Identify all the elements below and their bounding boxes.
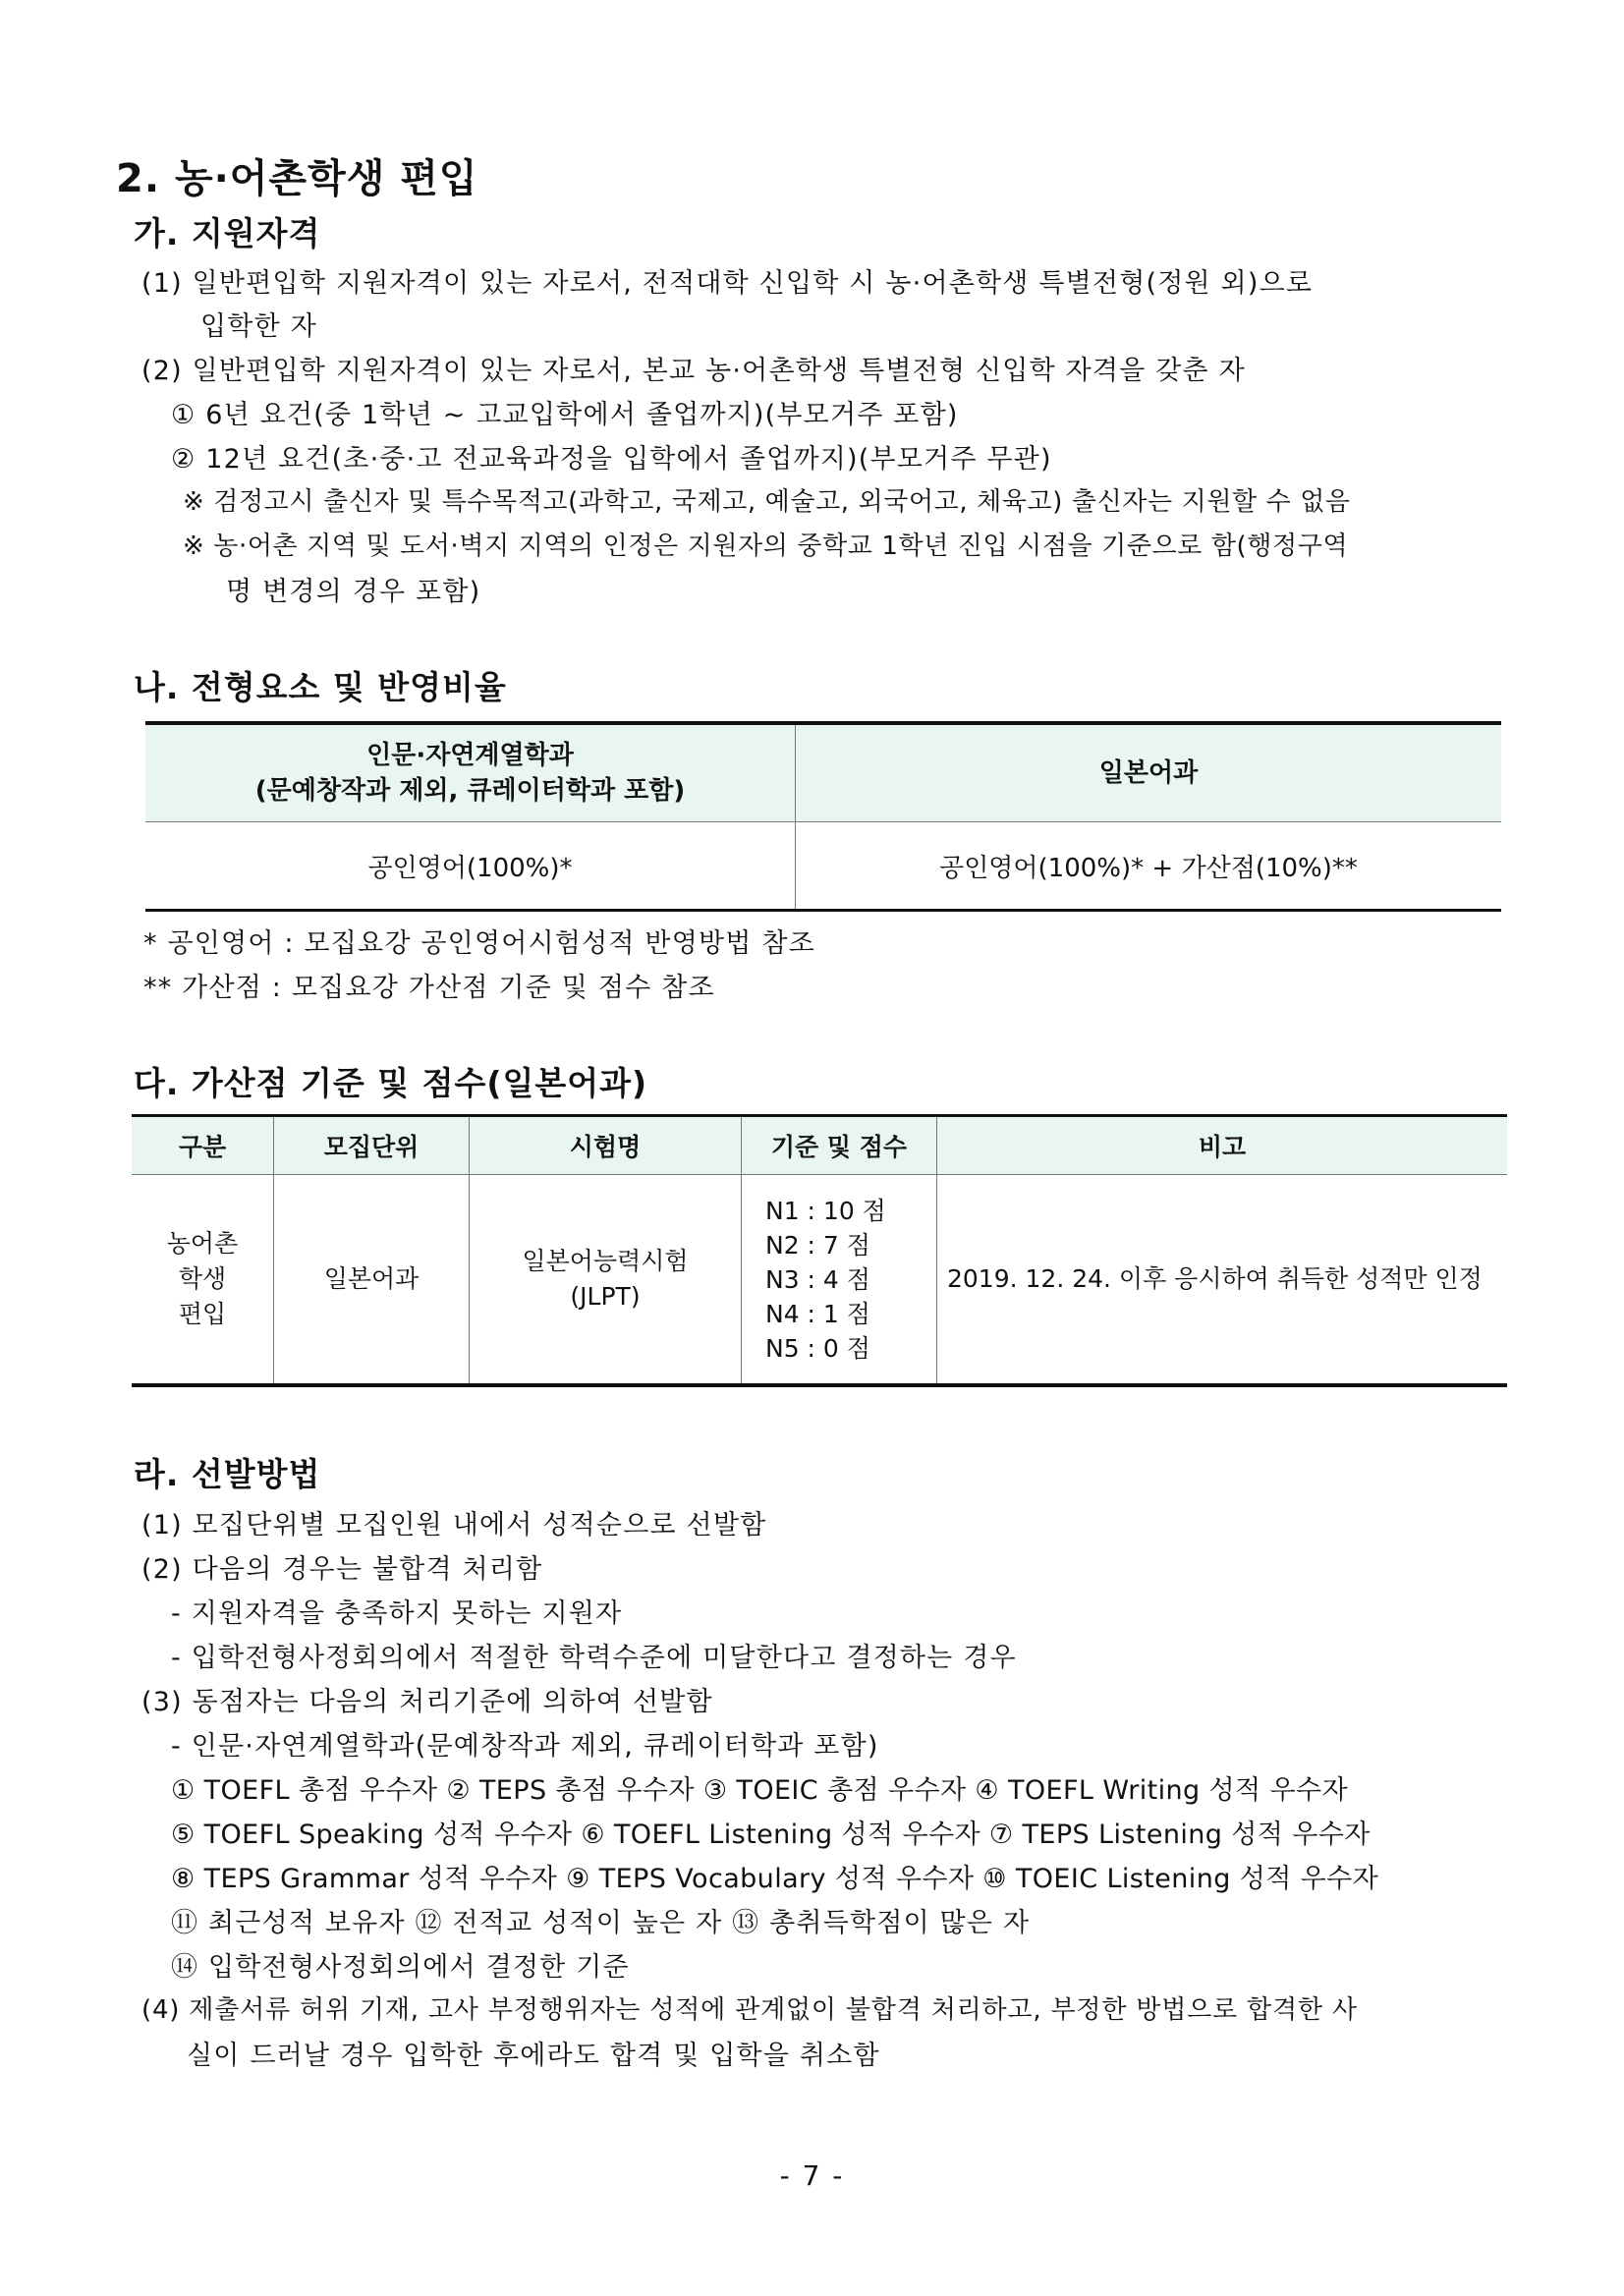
ga-line-4: ① 6년 요건(중 1학년 ~ 고교입학에서 졸업까지)(부모거주 포함) xyxy=(171,400,959,430)
cell-category xyxy=(132,1175,274,1386)
na-note-1: * 공인영어 : 모집요강 공인영어시험성적 반영방법 참조 xyxy=(143,928,815,959)
category-line-3: 편입 xyxy=(178,1300,227,1329)
col-header-scores: 기준 및 점수 xyxy=(742,1116,937,1175)
table-header-humanities xyxy=(145,723,796,822)
exam-abbr: (JLPT) xyxy=(570,1282,641,1311)
ga-line-3: (2) 일반편입학 지원자격이 있는 자로서, 본교 농·어촌학생 특별전형 신입학 자격을 갖춘 자 xyxy=(141,356,1246,386)
cell-note: 2019. 12. 24. 이후 응시하여 취득한 성적만 인정 xyxy=(937,1175,1508,1386)
category-line-1: 농어촌 xyxy=(166,1228,239,1258)
heading-da: 다. 가산점 기준 및 점수(일본어과) xyxy=(134,1064,648,1102)
table-cell-humanities-value: 공인영어(100%)* xyxy=(145,822,796,911)
page-number: - 7 - xyxy=(779,2159,845,2192)
selection-ratio-table xyxy=(145,721,1501,912)
ga-line-5: ② 12년 요건(초·중·고 전교육과정을 입학에서 졸업까지)(부모거주 무관) xyxy=(171,444,1052,475)
cell-scores xyxy=(742,1175,937,1386)
ra-line-2: (2) 다음의 경우는 불합격 처리함 xyxy=(141,1554,543,1585)
cell-exam xyxy=(470,1175,742,1386)
ra-line-9: ⑧ TEPS Grammar 성적 우수자 ⑨ TEPS Vocabulary 성적 우수자 ⑩ TOEIC Listening 성적 우수자 xyxy=(171,1864,1379,1894)
ra-line-5: (3) 동점자는 다음의 처리기준에 의하여 선발함 xyxy=(141,1687,713,1717)
ra-line-6: - 인문·자연계열학과(문예창작과 제외, 큐레이터학과 포함) xyxy=(171,1731,879,1762)
na-note-2: ** 가산점 : 모집요강 가산점 기준 및 점수 참조 xyxy=(143,973,715,1003)
score-n5: N5 : 0 점 xyxy=(765,1333,870,1363)
ra-line-3: - 지원자격을 충족하지 못하는 지원자 xyxy=(171,1598,623,1629)
heading-ga: 가. 지원자격 xyxy=(134,214,321,252)
table-header-japanese: 일본어과 xyxy=(796,723,1502,822)
heading-na: 나. 전형요소 및 반영비율 xyxy=(134,668,507,706)
header-line-2: (문예창작과 제외, 큐레이터학과 포함) xyxy=(254,776,686,806)
score-n2: N2 : 7 점 xyxy=(765,1230,870,1260)
score-n1: N1 : 10 점 xyxy=(765,1196,886,1225)
category-line-2: 학생 xyxy=(178,1263,227,1293)
exam-name: 일본어능력시험 xyxy=(522,1246,689,1275)
ga-line-1: (1) 일반편입학 지원자격이 있는 자로서, 전적대학 신입학 시 농·어촌학생 특별전형(정원 외)으로 xyxy=(141,268,1314,299)
ra-line-7: ① TOEFL 총점 우수자 ② TEPS 총점 우수자 ③ TOEIC 총점 우수자 ④ TOEFL Writing 성적 우수자 xyxy=(171,1775,1348,1806)
ga-line-2: 입학한 자 xyxy=(200,311,317,342)
ga-line-6: ※ 검정고시 출신자 및 특수목적고(과학고, 국제고, 예술고, 외국어고, 체육고) 출신자는 지원할 수 없음 xyxy=(183,487,1351,517)
col-header-exam: 시험명 xyxy=(470,1116,742,1175)
ga-line-8: 명 변경의 경우 포함) xyxy=(226,577,481,607)
ra-line-11: ⑭ 입학전형사정회의에서 결정한 기준 xyxy=(171,1952,630,1983)
ra-line-4: - 입학전형사정회의에서 적절한 학력수준에 미달한다고 결정하는 경우 xyxy=(171,1643,1017,1673)
ra-line-13: 실이 드러날 경우 입학한 후에라도 합격 및 입학을 취소함 xyxy=(187,2041,880,2071)
header-line-1: 인문·자연계열학과 xyxy=(366,740,574,770)
ga-line-7: ※ 농·어촌 지역 및 도서·벽지 지역의 인정은 지원자의 중학교 1학년 진입 시점을 기준으로 함(행정구역 xyxy=(183,532,1349,561)
bonus-score-table xyxy=(132,1114,1507,1387)
col-header-category: 구분 xyxy=(132,1116,274,1175)
section-title: 2. 농·어촌학생 편입 xyxy=(116,156,478,201)
ra-line-1: (1) 모집단위별 모집인원 내에서 성적순으로 선발함 xyxy=(141,1510,767,1540)
table-cell-japanese-value: 공인영어(100%)* + 가산점(10%)** xyxy=(796,822,1502,911)
ra-line-8: ⑤ TOEFL Speaking 성적 우수자 ⑥ TOEFL Listening 성적 우수자 ⑦ TEPS Listening 성적 우수자 xyxy=(171,1820,1371,1850)
ra-line-10: ⑪ 최근성적 보유자 ⑫ 전적교 성적이 높은 자 ⑬ 총취득학점이 많은 자 xyxy=(171,1908,1031,1938)
cell-unit: 일본어과 xyxy=(274,1175,470,1386)
col-header-note: 비고 xyxy=(937,1116,1508,1175)
heading-ra: 라. 선발방법 xyxy=(134,1455,321,1493)
score-n4: N4 : 1 점 xyxy=(765,1299,870,1328)
ra-line-12: (4) 제출서류 허위 기재, 고사 부정행위자는 성적에 관계없이 불합격 처리하고, 부정한 방법으로 합격한 사 xyxy=(141,1995,1358,2025)
score-n3: N3 : 4 점 xyxy=(765,1264,870,1294)
col-header-unit: 모집단위 xyxy=(274,1116,470,1175)
